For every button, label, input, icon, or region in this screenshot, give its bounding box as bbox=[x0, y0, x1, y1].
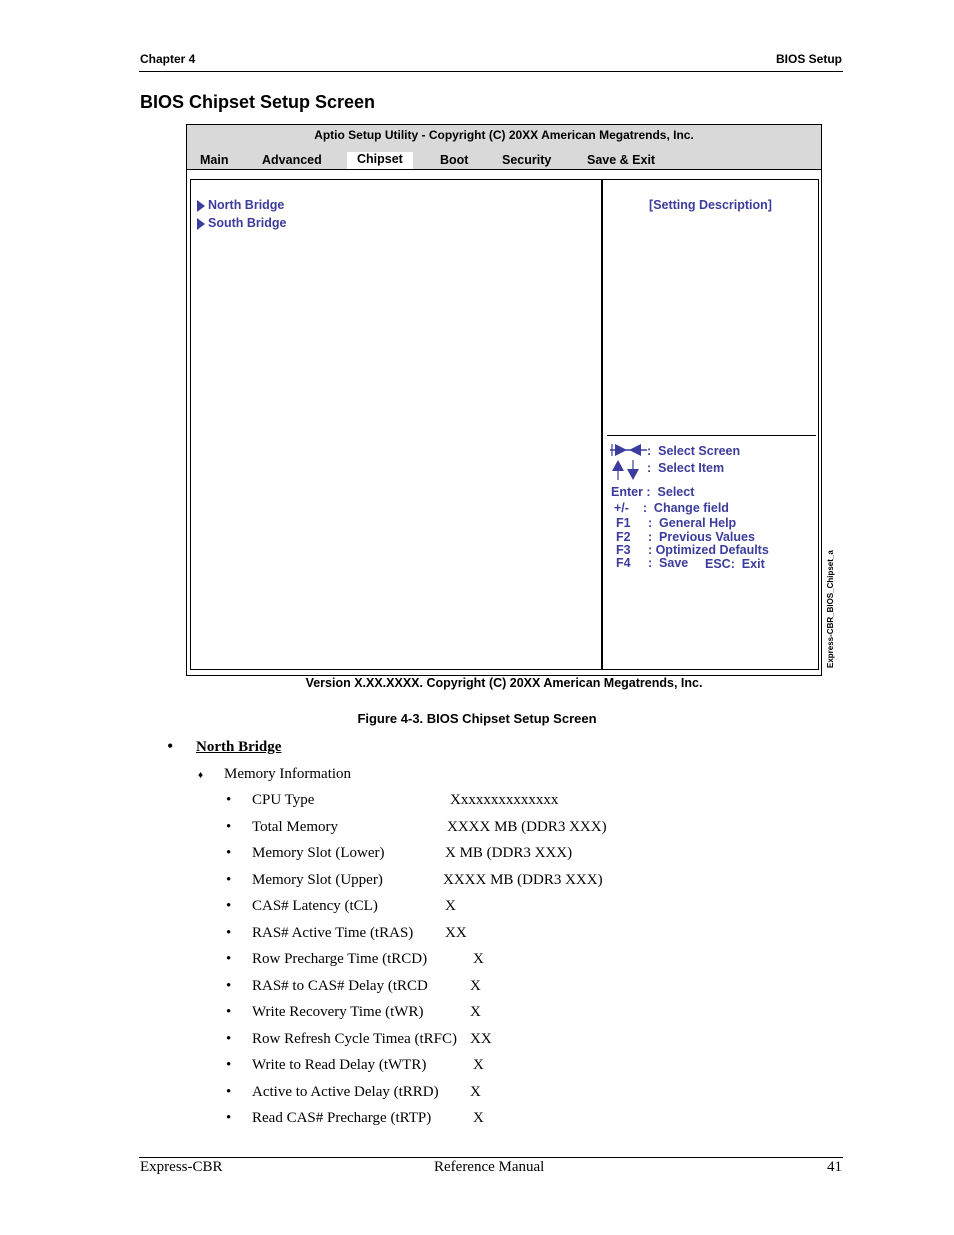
bios-title: Aptio Setup Utility - Copyright (C) 20XX American Megatrends, Inc. bbox=[314, 128, 694, 142]
memory-info-value: XXXX MB (DDR3 XXX) bbox=[447, 819, 607, 835]
memory-info-label: Total Memory bbox=[252, 819, 339, 835]
footer-page-number: 41 bbox=[827, 1159, 842, 1175]
memory-info-label: Write to Read Delay (tWTR) bbox=[252, 1057, 427, 1073]
memory-info-label: Read CAS# Precharge (tRTP) bbox=[252, 1110, 432, 1126]
bios-menu-pane bbox=[190, 179, 602, 670]
memory-info-value: X bbox=[445, 898, 456, 914]
bullet-icon: • bbox=[226, 1004, 232, 1020]
bullet-icon: • bbox=[226, 845, 232, 861]
memory-info-value: X MB (DDR3 XXX) bbox=[445, 845, 573, 861]
bullet-icon: • bbox=[226, 951, 232, 967]
figure-caption: Figure 4-3. BIOS Chipset Setup Screen bbox=[357, 711, 597, 726]
running-header-chapter: Chapter 4 bbox=[140, 52, 196, 66]
help-divider bbox=[607, 435, 816, 436]
header-rule bbox=[139, 71, 843, 72]
bullet-icon: • bbox=[226, 978, 232, 994]
memory-info-label: Row Refresh Cycle Timea (tRFC) bbox=[252, 1031, 457, 1047]
tab-save-exit[interactable]: Save & Exit bbox=[587, 153, 656, 167]
memory-info-label: Active to Active Delay (tRRD) bbox=[252, 1084, 439, 1100]
section-title: BIOS Chipset Setup Screen bbox=[140, 92, 376, 112]
memory-info-label: RAS# to CAS# Delay (tRCD bbox=[252, 978, 428, 994]
memory-info-label: Memory Slot (Lower) bbox=[252, 845, 385, 861]
submenu-arrow-icon bbox=[197, 218, 205, 230]
menu-item-south-bridge[interactable] bbox=[197, 216, 286, 230]
help-f1: F1 : General Help bbox=[616, 516, 737, 530]
tab-main[interactable]: Main bbox=[200, 153, 229, 167]
memory-info-label: Row Precharge Time (tRCD) bbox=[252, 951, 428, 967]
memory-info-value: X bbox=[473, 1110, 484, 1126]
tab-boot[interactable]: Boot bbox=[440, 153, 469, 167]
help-select-item: : Select Item bbox=[647, 461, 725, 475]
menu-item-north-bridge[interactable] bbox=[197, 198, 284, 212]
help-f4: F4 : Save bbox=[616, 556, 689, 570]
bullet-icon: • bbox=[226, 872, 232, 888]
bullet-icon: • bbox=[167, 736, 174, 756]
bullet-icon: • bbox=[226, 819, 232, 835]
memory-info-value: X bbox=[470, 1084, 481, 1100]
bullet-icon: • bbox=[226, 898, 232, 914]
left-right-arrows-icon bbox=[609, 443, 649, 457]
memory-info-value: X bbox=[473, 951, 484, 967]
menu-item-label: North Bridge bbox=[208, 198, 285, 212]
diamond-bullet-icon: ♦ bbox=[198, 770, 204, 781]
bullet-icon: • bbox=[226, 1057, 232, 1073]
bios-title-bar bbox=[187, 125, 821, 170]
footer-product: Express-CBR bbox=[140, 1159, 223, 1175]
memory-info-value: X bbox=[473, 1057, 484, 1073]
footer-rule bbox=[139, 1157, 843, 1158]
image-id-label: Express-CBR_BIOS_Chipset_a bbox=[826, 550, 835, 668]
up-down-arrows-icon bbox=[611, 459, 641, 481]
bullet-icon: • bbox=[226, 792, 232, 808]
bios-help-pane bbox=[602, 179, 819, 670]
tab-chipset[interactable]: Chipset bbox=[347, 152, 413, 169]
tab-security[interactable]: Security bbox=[502, 153, 552, 167]
tab-advanced[interactable]: Advanced bbox=[262, 153, 322, 167]
memory-information-label: Memory Information bbox=[224, 766, 352, 782]
memory-info-value: X bbox=[470, 978, 481, 994]
memory-info-label: RAS# Active Time (tRAS) bbox=[252, 925, 414, 941]
bullet-icon: • bbox=[226, 925, 232, 941]
memory-info-value: XXXX MB (DDR3 XXX) bbox=[443, 872, 603, 888]
footer-manual: Reference Manual bbox=[434, 1159, 545, 1175]
help-f3: F3 : Optimized Defaults bbox=[616, 543, 769, 557]
setting-description: [Setting Description] bbox=[649, 198, 772, 212]
help-change-field: +/- : Change field bbox=[614, 501, 729, 515]
memory-info-label: CAS# Latency (tCL) bbox=[252, 898, 378, 914]
bullet-icon: • bbox=[226, 1084, 232, 1100]
help-enter: Enter : Select bbox=[611, 485, 695, 499]
memory-info-label: Write Recovery Time (tWR) bbox=[252, 1004, 424, 1020]
memory-info-value: XX bbox=[445, 925, 467, 941]
menu-item-label: South Bridge bbox=[208, 216, 287, 230]
bullet-icon: • bbox=[226, 1110, 232, 1126]
help-f2: F2 : Previous Values bbox=[616, 530, 755, 544]
memory-info-value: Xxxxxxxxxxxxxx bbox=[450, 792, 559, 808]
running-header-section: BIOS Setup bbox=[775, 52, 842, 66]
memory-info-label: Memory Slot (Upper) bbox=[252, 872, 383, 888]
submenu-arrow-icon bbox=[197, 200, 205, 212]
memory-info-value: XX bbox=[470, 1031, 492, 1047]
north-bridge-heading: North Bridge bbox=[196, 739, 282, 755]
memory-info-label: CPU Type bbox=[252, 792, 315, 808]
bios-screenshot bbox=[186, 124, 822, 676]
memory-info-value: X bbox=[470, 1004, 481, 1020]
help-esc: ESC: Exit bbox=[705, 557, 765, 571]
help-select-screen: : Select Screen bbox=[647, 444, 741, 458]
bios-version: Version X.XX.XXXX. Copyright (C) 20XX American Megatrends, Inc. bbox=[305, 676, 703, 690]
bullet-icon: • bbox=[226, 1031, 232, 1047]
